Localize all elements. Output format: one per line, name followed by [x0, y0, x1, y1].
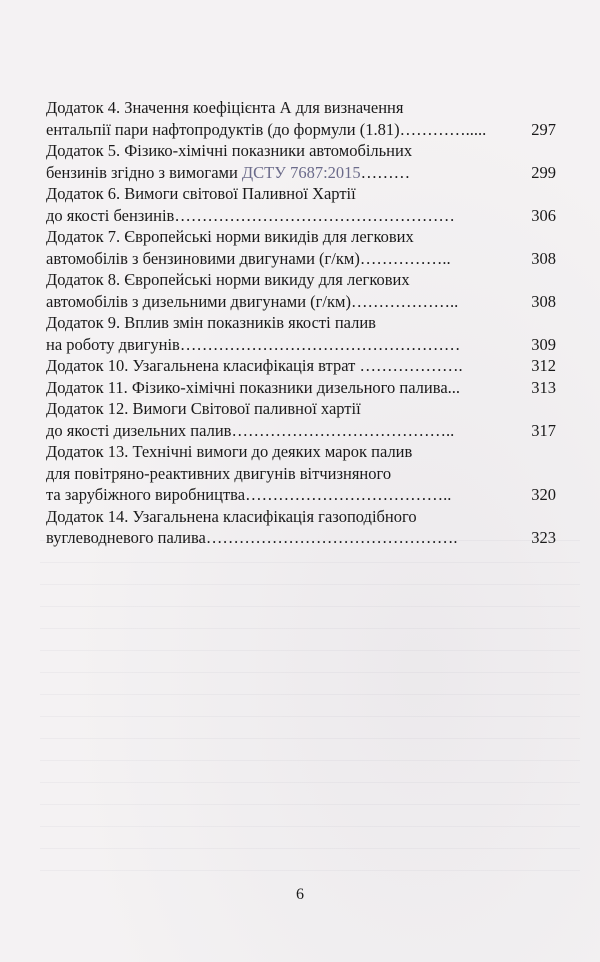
toc-page-number: 317 — [531, 420, 556, 440]
toc-page-number: 308 — [531, 248, 556, 268]
toc-entry-text: до якості бензинів…………………………………………… — [46, 205, 455, 225]
toc-entry-line — [46, 119, 556, 141]
toc-entry-line: Додаток 8. Європейські норми викиду для легкових — [46, 270, 410, 289]
bleed-through-texture — [40, 540, 580, 880]
toc-entry-line: для повітряно-реактивних двигунів вітчизняного — [46, 463, 392, 483]
table-of-contents — [46, 97, 556, 549]
toc-entry-line — [46, 527, 556, 549]
toc-page-number: 299 — [531, 162, 556, 182]
toc-entry-appendix-11 — [46, 377, 556, 399]
page-number: 6 — [296, 886, 304, 903]
toc-entry-line — [46, 291, 556, 313]
toc-entry-line — [46, 162, 556, 184]
toc-entry-text: Додаток 10. Узагальнена класифікація втрат ………………. — [46, 356, 463, 375]
toc-entry-appendix-8 — [46, 269, 556, 312]
toc-entry-line — [46, 484, 556, 506]
toc-entry-appendix-6 — [46, 183, 556, 226]
toc-entry-line: Додаток 6. Вимоги світової Паливної Хартії — [46, 184, 356, 203]
toc-entry-text: та зарубіжного виробництва……………………………….. — [46, 485, 452, 504]
toc-entry-text: автомобілів з дизельними двигунами (г/км)……………….. — [46, 291, 459, 311]
toc-entry-line: Додаток 7. Європейські норми викидів для легкових — [46, 227, 414, 246]
toc-entry-text: на роботу двигунів…………………………………………… — [46, 334, 461, 354]
toc-entry-text: автомобілів з бензиновими двигунами (г/км)…………….. — [46, 248, 451, 268]
toc-entry-appendix-5 — [46, 140, 556, 183]
toc-page-number: 297 — [531, 119, 556, 139]
toc-entry-line — [46, 420, 556, 442]
toc-entry-line: Додаток 5. Фізико-хімічні показники автомобільних — [46, 141, 413, 160]
toc-page-number: 313 — [531, 377, 556, 397]
toc-entry-text: Додаток 11. Фізико-хімічні показники дизельного палива... — [46, 377, 461, 397]
toc-page-number: 308 — [531, 291, 556, 311]
toc-entry-appendix-14 — [46, 506, 556, 549]
toc-entry-line — [46, 377, 556, 399]
toc-entry-line — [46, 205, 556, 227]
toc-leader-dots: ……… — [360, 162, 411, 182]
toc-entry-appendix-12 — [46, 398, 556, 441]
toc-page-number: 323 — [531, 528, 556, 547]
standard-reference: ДСТУ 7687:2015 — [241, 162, 361, 182]
toc-entry-line: Додаток 4. Значення коефіцієнта А для визначення — [46, 98, 404, 117]
toc-entry-appendix-10 — [46, 355, 556, 377]
toc-entry-line: Додаток 12. Вимоги Світової паливної хартії — [46, 399, 361, 418]
toc-entry-line — [46, 355, 556, 377]
toc-page-number: 309 — [531, 334, 556, 354]
toc-entry-line — [46, 248, 556, 270]
toc-entry-appendix-13 — [46, 441, 556, 506]
toc-entry-line — [46, 334, 556, 356]
toc-page-number: 312 — [531, 356, 556, 375]
toc-entry-text: бензинів згідно з вимогами — [46, 162, 242, 182]
toc-page-number: 306 — [531, 205, 556, 225]
toc-entry-appendix-4 — [46, 97, 556, 140]
toc-page-number: 320 — [531, 485, 556, 504]
toc-entry-appendix-7 — [46, 226, 556, 269]
toc-entry-text: до якості дизельних палив………………………………….. — [46, 420, 455, 440]
toc-entry-appendix-9 — [46, 312, 556, 355]
toc-entry-line: Додаток 13. Технічні вимоги до деяких марок палив — [46, 442, 413, 461]
toc-entry-line: Додаток 9. Вплив змін показників якості палив — [46, 313, 376, 332]
toc-entry-line: Додаток 14. Узагальнена класифікація газоподібного — [46, 506, 417, 526]
toc-entry-text: вуглеводневого палива………………………………………. — [46, 528, 458, 547]
toc-entry-text: ентальпії пари нафтопродуктів (до формули (1.81)…………..... — [46, 119, 487, 139]
